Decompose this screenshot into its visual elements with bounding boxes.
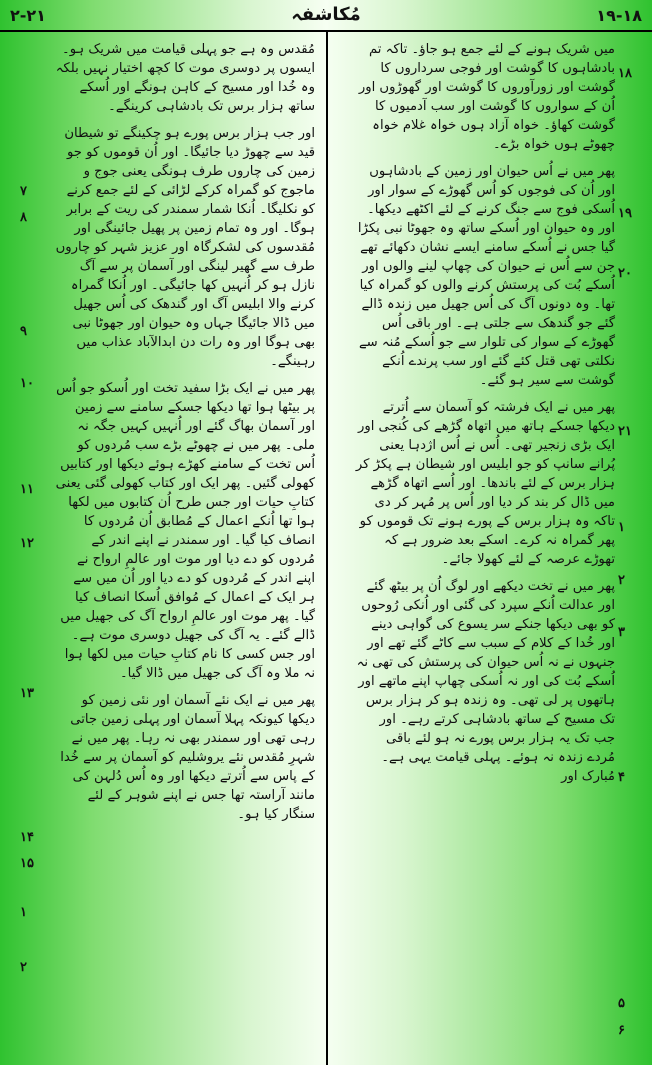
paragraph: میں شریک ہونے کے لئے جمع ہو جاؤ۔ تاکہ تم بادشاہوں کا گوشت اور فوجی سرداروں کا گوشت اور زورآوروں کا گوشت اور گھوڑوں اور اُن کے سواروں کا گوشت اور سب آدمیوں کا گوشت کھاؤ۔ خواہ آزاد ہوں خواہ غلام خواہ چھوٹے ہوں خواہ بڑے۔ [358, 42, 615, 152]
verse-number: ۱۲ [20, 536, 34, 551]
book-title: مُکاشفہ [291, 4, 361, 25]
verse-number: ۱ [618, 520, 625, 535]
verse-number: ۱۸ [618, 66, 632, 81]
chapter-ref-right: ۱۹-۱۸ [596, 6, 642, 25]
verse-number: ۲۱ [618, 424, 632, 439]
verse-number: ۹ [20, 324, 27, 339]
verse-number: ۵ [618, 996, 625, 1011]
verse-number: ۲۰ [618, 266, 632, 281]
verse-number: ۱۵ [20, 856, 34, 871]
verse-number: ۱۴ [20, 830, 34, 845]
verse-number: ۱۰ [20, 376, 34, 391]
paragraph: پھر میں نے ایک فرشتہ کو آسمان سے اُترتے دیکھا جسکے ہاتھ میں اتھاہ گڑھے کی کُنجی اور ایک بڑی زنجیر تھی۔ اُس نے اُس اژدہا یعنی پُرانے سانپ کو جو ابلیس اور شیطان ہے پکڑ کر ہزار برس کے لئے باندھا۔ اور اُسے اتھاہ گڑھے میں ڈال کر بند کر دیا اور اُس پر مُہر کر دی تاکہ وہ ہزار برس کے پورے ہونے تک قوموں کو پھر گمراہ نہ کرے۔ اسکے بعد ضرور ہے کہ تھوڑے عرصہ کے لئے کھولا جائے۔ [355, 400, 615, 567]
paragraph: پھر میں نے ایک بڑا سفید تخت اور اُسکو جو اُس پر بیٹھا ہوا تھا دیکھا جسکے سامنے سے زمین اور آسمان بھاگ گئے اور اُنہیں کہیں جگہ نہ ملی۔ پھر میں نے چھوٹے بڑے سب مُردوں کو اُس تخت کے سامنے کھڑے ہوئے دیکھا اور کتابیں کھولی گئیں۔ پھر ایک اور کتاب کھولی گئی یعنی کتابِ حیات اور جس طرح اُن کتابوں میں لکھا ہوا تھا اُنکے اعمال کے مُطابق اُن مُردوں کا انصاف کیا گیا۔ اور سمندر نے اپنے اندر کے مُردوں کو دے دیا اور موت اور عالمِ ارواح نے اپنے اندر کے مُردوں کو دے دیا اور اُن میں سے ہر ایک کے اعمال کے مُوافق اُسکا انصاف کیا گیا۔ پھر موت اور عالمِ ارواح آگ کی جھیل میں ڈالے گئے۔ یہ آگ کی جھیل دوسری موت ہے۔ اور جس کسی کا نام کتابِ حیات میں لکھا ہوا نہ ملا وہ آگ کی جھیل میں ڈالا گیا۔ [55, 381, 315, 681]
verse-number: ۴ [618, 770, 625, 785]
verse-number: ۱۳ [20, 686, 34, 701]
verse-number: ۱۹ [618, 206, 632, 221]
chapter-ref-left: ۲-۲۱ [10, 6, 46, 25]
verse-number: ۸ [20, 210, 27, 225]
right-text-column [355, 40, 615, 794]
paragraph: پھر میں نے اُس حیوان اور زمین کے بادشاہوں اور اُن کی فوجوں کو اُس گھوڑے کے سوار اور اُسکی فوج سے جنگ کرنے کے لئے اکٹھے دیکھا۔ اور وہ حیوان اور اُسکے ساتھ وہ جھوٹا نبی پکڑا گیا جس نے اُسکے سامنے ایسے نشان دکھائے تھے جن سے اُس نے حیوان کی چھاپ لینے والوں اور اُسکے بُت کی پرستش کرنے والوں کو گمراہ کیا تھا۔ وہ دونوں آگ کی اُس جھیل میں زندہ ڈالے گئے جو گندھک سے جلتی ہے۔ اور باقی اُس گھوڑے کے سوار کی تلوار سے جو اُسکے مُنہ سے نکلتی تھی قتل کئے گئے اور سب پرندے اُنکے گوشت سے سیر ہو گئے۔ [357, 164, 615, 388]
verse-number: ۳ [618, 625, 625, 640]
paragraph: اور جب ہزار برس پورے ہو چکینگے تو شیطان قید سے چھوڑ دیا جائیگا۔ اور اُن قوموں کو جو زمین کی چاروں طرف ہونگی یعنی جوج و ماجوج کو گمراہ کرکے لڑائی کے لئے جمع کرنے کو نکلیگا۔ اُنکا شمار سمندر کی ریت کے برابر ہوگا۔ اور وہ تمام زمین پر پھیل جائینگی اور مُقدسوں کی لشکرگاہ اور عزیز شہر کو چاروں طرف سے گھیر لینگی اور آسمان پر سے آگ نازل ہو کر اُنہیں کھا جائیگی۔ اور اُنکا گمراہ کرنے والا ابلیس آگ اور گندھک کی اُس جھیل میں ڈالا جائیگا جہاں وہ حیوان اور جھوٹا نبی بھی ہوگا اور وہ رات دن ابدالآباد عذاب میں رہینگے۔ [55, 126, 315, 369]
verse-number: ۷ [20, 184, 27, 199]
paragraph: پھر میں نے ایک نئے آسمان اور نئی زمین کو دیکھا کیونکہ پہلا آسمان اور پہلی زمین جاتی رہی تھی اور سمندر بھی نہ رہا۔ پھر میں نے شہرِ مُقدس نئے یروشلیم کو آسمان پر سے خُدا کے پاس سے اُترتے دیکھا اور وہ اُس دُلہن کی مانند آراستہ تھا جس نے اپنے شوہر کے لئے سنگار کیا ہو۔ [60, 693, 315, 822]
paragraph: پھر میں نے تخت دیکھے اور لوگ اُن پر بیٹھ گئے اور عدالت اُنکے سپرد کی گئی اور اُنکی رُوحوں کو بھی دیکھا جنکے سر یسوع کی گواہی دینے اور خُدا کے کلام کے سبب سے کاٹے گئے تھے اور جنہوں نے نہ اُس حیوان کی پرستش کی تھی نہ اُسکے بُت کی اور نہ اُسکی چھاپ اپنے ماتھے اور ہاتھوں پر لی تھی۔ وہ زندہ ہو کر ہزار برس تک مسیح کے ساتھ بادشاہی کرتے رہے۔ اور جب تک یہ ہزار برس پورے نہ ہو لئے باقی مُردے زندہ نہ ہوئے۔ پہلی قیامت یہی ہے۔ مُبارک اور [356, 579, 615, 784]
verse-number: ۲ [618, 573, 625, 588]
left-text-column [55, 40, 315, 832]
page-header [0, 0, 652, 32]
verse-number: ۶ [618, 1023, 625, 1038]
verse-number: ۲ [20, 960, 27, 975]
paragraph: مُقدس وہ ہے جو پہلی قیامت میں شریک ہو۔ ایسوں پر دوسری موت کا کچھ اختیار نہیں بلکہ وہ خُدا اور مسیح کے کاہن ہونگے اور اُسکے ساتھ ہزار برس تک بادشاہی کرینگے۔ [55, 42, 315, 114]
verse-number: ۱۱ [20, 482, 34, 497]
verse-number: ۱ [20, 905, 27, 920]
column-divider [326, 30, 328, 1065]
